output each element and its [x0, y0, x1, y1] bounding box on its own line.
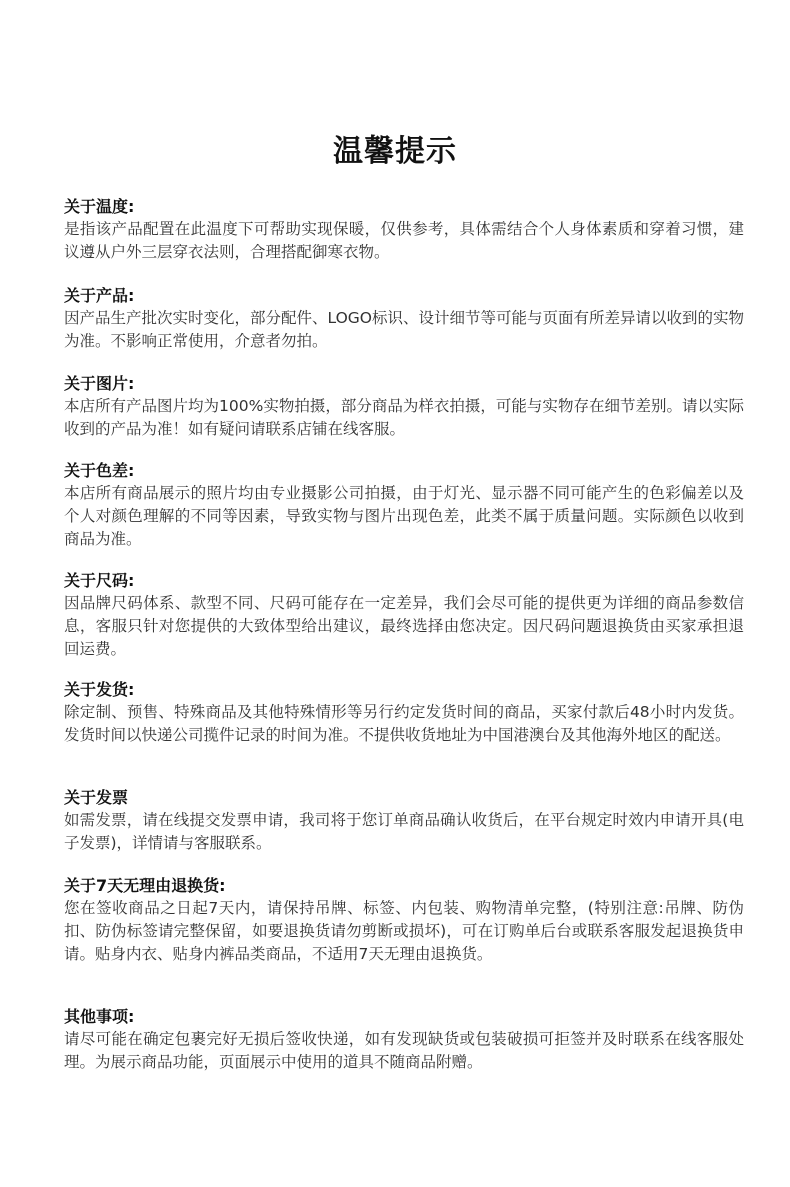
section-body: 如需发票，请在线提交发票申请，我司将于您订单商品确认收货后，在平台规定时效内申请开具(电子发票)，详情请与客服联系。 — [64, 811, 744, 852]
section-heading: 其他事项: — [64, 1007, 135, 1026]
section-heading: 关于温度: — [64, 197, 135, 216]
section-heading: 关于色差: — [64, 461, 135, 480]
section-color-difference — [64, 460, 744, 551]
section-body: 您在签收商品之日起7天内，请保持吊牌、标签、内包装、购物清单完整，(特别注意:吊牌、防伪扣、防伪标签请完整保留，如要退换货请勿剪断或损坏)，可在订购单后台或联系客服发起退换货申请。贴身内衣、贴身内裤品类商品，不适用7天无理由退换货。 — [64, 899, 744, 963]
section-size — [64, 570, 744, 661]
section-body: 请尽可能在确定包裹完好无损后签收快递，如有发现缺货或包装破损可拒签并及时联系在线客服处理。为展示商品功能，页面展示中使用的道具不随商品附赠。 — [64, 1030, 744, 1071]
section-body: 因品牌尺码体系、款型不同、尺码可能存在一定差异，我们会尽可能的提供更为详细的商品参数信息，客服只针对您提供的大致体型给出建议，最终选择由您决定。因尺码问题退换货由买家承担退回运费。 — [64, 594, 744, 658]
section-body: 本店所有商品展示的照片均由专业摄影公司拍摄，由于灯光、显示器不同可能产生的色彩偏差以及个人对颜色理解的不同等因素，导致实物与图片出现色差，此类不属于质量问题。实际颜色以收到商品为准。 — [64, 484, 744, 548]
section-heading: 关于7天无理由退换货: — [64, 876, 226, 895]
section-heading: 关于发票 — [64, 788, 129, 807]
section-body: 除定制、预售、特殊商品及其他特殊情形等另行约定发货时间的商品，买家付款后48小时内发货。发货时间以快递公司揽件记录的时间为准。不提供收货地址为中国港澳台及其他海外地区的配送。 — [64, 703, 744, 744]
section-temperature — [64, 196, 744, 264]
section-returns — [64, 875, 744, 966]
section-heading: 关于图片: — [64, 374, 135, 393]
section-heading: 关于发货: — [64, 680, 135, 699]
section-body: 因产品生产批次实时变化，部分配件、LOGO标识、设计细节等可能与页面有所差异请以收到的实物为准。不影响正常使用，介意者勿拍。 — [64, 309, 744, 350]
section-heading: 关于尺码: — [64, 571, 135, 590]
section-body: 是指该产品配置在此温度下可帮助实现保暖，仅供参考，具体需结合个人身体素质和穿着习惯，建议遵从户外三层穿衣法则，合理搭配御寒衣物。 — [64, 220, 744, 261]
page-title: 温馨提示 — [333, 134, 457, 170]
section-body: 本店所有产品图片均为100%实物拍摄，部分商品为样衣拍摄，可能与实物存在细节差别。请以实际收到的产品为准！如有疑问请联系店铺在线客服。 — [64, 397, 744, 438]
section-shipping — [64, 679, 744, 747]
section-other — [64, 1006, 744, 1074]
section-heading: 关于产品: — [64, 286, 135, 305]
section-images — [64, 373, 744, 441]
section-product — [64, 285, 744, 353]
section-invoice — [64, 787, 744, 855]
